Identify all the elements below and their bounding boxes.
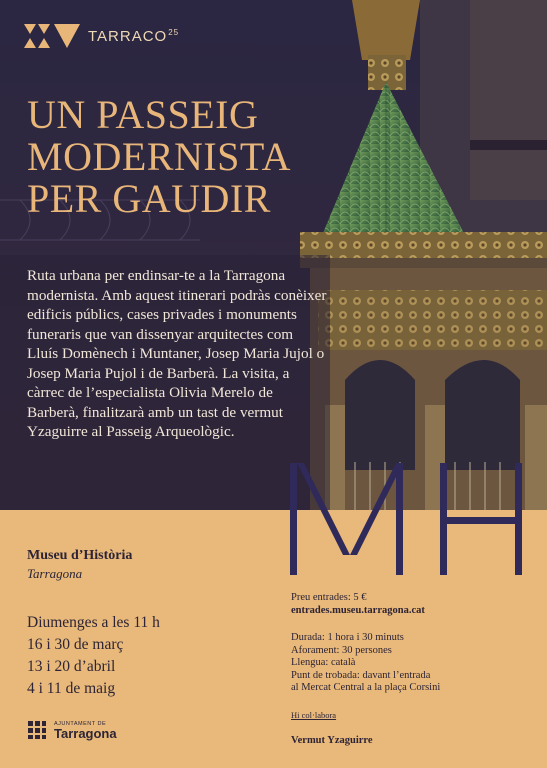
poster-title: [27, 94, 357, 220]
ticket-price: Preu entrades: 5 €: [291, 592, 367, 603]
date-line: Diumenges a les 11 h: [27, 614, 160, 631]
city-council-logo: [26, 719, 117, 741]
title-line: PER GAUDIR: [27, 176, 271, 221]
title-line: UN PASSEIG: [27, 92, 259, 137]
council-emblem-icon: [26, 719, 48, 741]
tarraco-logo: [24, 24, 179, 48]
dates-list: [27, 612, 160, 700]
intro-text: Ruta urbana per endinsar-te a la Tarragona modernista. Amb aquest itinerari podràs conèixer edificis públics, cases privades i monuments funeraris que van dissenyar arquitectes com Lluís Domènech i Muntaner, Josep Maria Jujol o Josep Maria Pujol i de Barberà. La visita, a càrrec de l’especialista Olivia Merelo de Barberà, finalitzarà amb un tast de vermut Yzaguirre al Passeig Arqueològic.: [27, 267, 327, 440]
detail-line: Llengua: català: [291, 657, 356, 668]
detail-line: Punt de trobada: davant l’entrada: [291, 669, 431, 681]
detail-line: Durada: 1 hora i 30 minuts: [291, 632, 404, 643]
collab-label: Hi col·labora: [291, 710, 337, 720]
visit-details: [291, 632, 440, 695]
museum-name: Museu d’Història: [27, 548, 133, 563]
detail-line: Aforament: 30 persones: [291, 644, 392, 656]
collab-sponsor: Vermut Yzaguirre: [291, 735, 373, 746]
ticket-info: [291, 592, 425, 617]
date-line: 16 i 30 de març: [27, 636, 124, 653]
date-line: 4 i 11 de maig: [27, 680, 116, 697]
museum-block: [27, 548, 132, 582]
detail-line: al Mercat Central a la plaça Corsini: [291, 682, 441, 693]
title-line: MODERNISTA: [27, 134, 292, 179]
tarraco-triangles-icon: [24, 24, 80, 48]
ticket-url-link[interactable]: entrades.museu.tarragona.cat: [291, 604, 425, 616]
date-line: 13 i 20 d’abril: [27, 658, 116, 675]
council-city: Tarragona: [54, 725, 117, 741]
mh-museum-logo: [290, 455, 530, 575]
council-label: AJUNTAMENT DE: [54, 720, 107, 727]
brand-name: TARRACO$^{25}$: [88, 27, 180, 45]
museum-city: Tarragona: [27, 566, 83, 581]
